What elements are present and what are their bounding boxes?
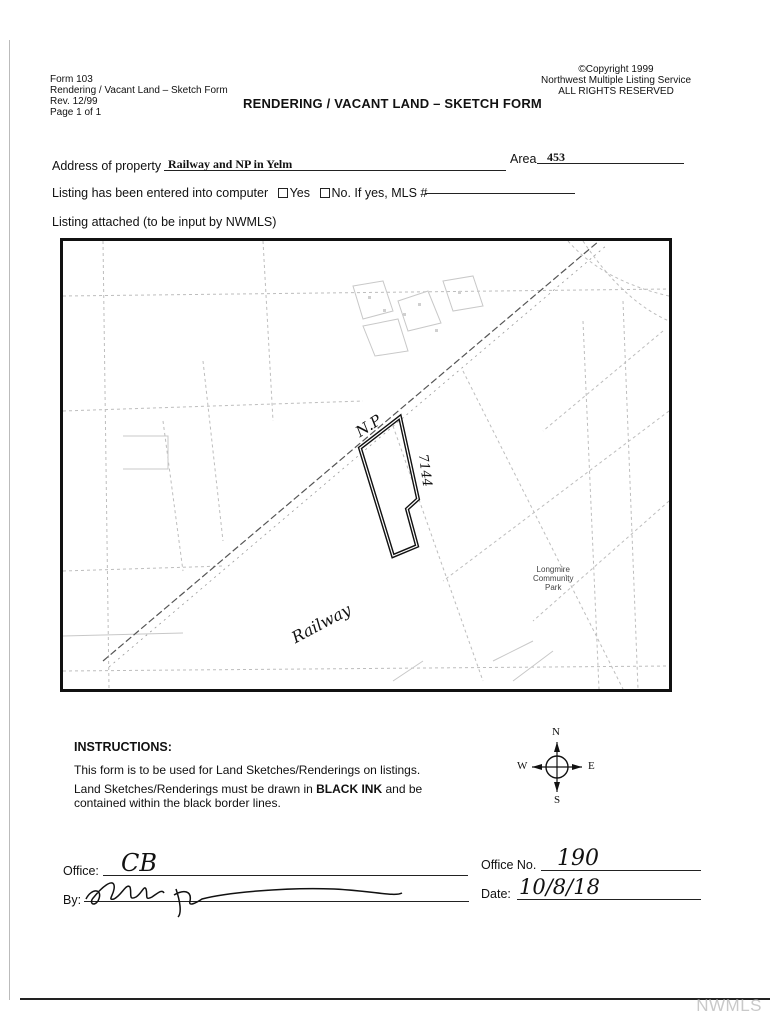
copyright-owner: Northwest Multiple Listing Service (540, 75, 692, 86)
instructions-text: and be (382, 782, 423, 796)
instructions-line-2 (74, 782, 422, 796)
copyright-rights: ALL RIGHTS RESERVED (558, 86, 674, 97)
office-number-label: Office No. (481, 858, 537, 872)
park-label-line: Park (545, 583, 562, 592)
signature-icon (84, 873, 444, 923)
copyright-block (536, 64, 696, 97)
compass-west: W (517, 760, 528, 772)
date-value: 10/8/18 (519, 875, 600, 899)
instructions-title: INSTRUCTIONS: (74, 740, 172, 754)
map-drawing (63, 241, 669, 689)
address-value: Railway and NP in Yelm (168, 157, 293, 171)
area-value: 453 (547, 150, 565, 164)
copyright-year: ©Copyright 1999 (578, 64, 654, 75)
address-label: Address of property (52, 159, 162, 173)
instructions-emphasis: BLACK INK (316, 782, 383, 796)
form-name: Rendering / Vacant Land – Sketch Form (50, 85, 228, 96)
compass-south: S (554, 794, 561, 806)
mls-number-field[interactable] (425, 181, 575, 194)
address-field[interactable] (164, 156, 506, 171)
office-label: Office: (63, 864, 99, 878)
by-label: By: (63, 893, 82, 907)
area-field[interactable] (537, 150, 684, 164)
page-title: RENDERING / VACANT LAND – SKETCH FORM (243, 96, 542, 111)
form-revision: Rev. 12/99 (50, 96, 98, 107)
parcel-number-handwritten: 7144 (414, 453, 435, 488)
office-value: CB (121, 849, 157, 877)
park-label-line: Longmire (536, 565, 570, 574)
no-checkbox[interactable] (320, 188, 330, 198)
office-number-field[interactable] (541, 846, 701, 871)
page-count: Page 1 of 1 (50, 107, 102, 118)
railway-handwritten-label: Railway (288, 599, 355, 648)
instructions-line-3: contained within the black border lines. (74, 796, 281, 810)
yes-label: Yes (289, 186, 311, 200)
date-field[interactable] (517, 875, 701, 900)
nwmls-watermark: NWMLS (696, 996, 762, 1015)
instructions-line-1: This form is to be used for Land Sketches/Renderings on listings. (74, 763, 421, 777)
office-number-value: 190 (557, 846, 599, 871)
form-meta (50, 74, 228, 118)
np-handwritten-label: N.P (352, 411, 385, 441)
listing-entered-label: Listing has been entered into computer (52, 186, 269, 200)
date-label: Date: (481, 887, 511, 901)
left-scan-edge (9, 40, 10, 1000)
compass-east: E (588, 760, 595, 772)
no-label: No. If yes, MLS # (331, 186, 428, 200)
instructions-text: Land Sketches/Renderings must be drawn in (74, 782, 317, 796)
park-label (533, 565, 573, 592)
listing-entered-row (52, 186, 427, 200)
compass-rose (514, 726, 598, 808)
listing-attached-label: Listing attached (to be input by NWMLS) (52, 215, 277, 229)
by-field[interactable] (84, 885, 469, 902)
bottom-rule (20, 998, 770, 1000)
yes-checkbox[interactable] (278, 188, 288, 198)
park-label-line: Community (533, 574, 574, 583)
form-number: Form 103 (50, 74, 93, 85)
compass-north: N (552, 726, 560, 738)
area-label: Area (510, 152, 537, 166)
sketch-map (60, 238, 672, 692)
